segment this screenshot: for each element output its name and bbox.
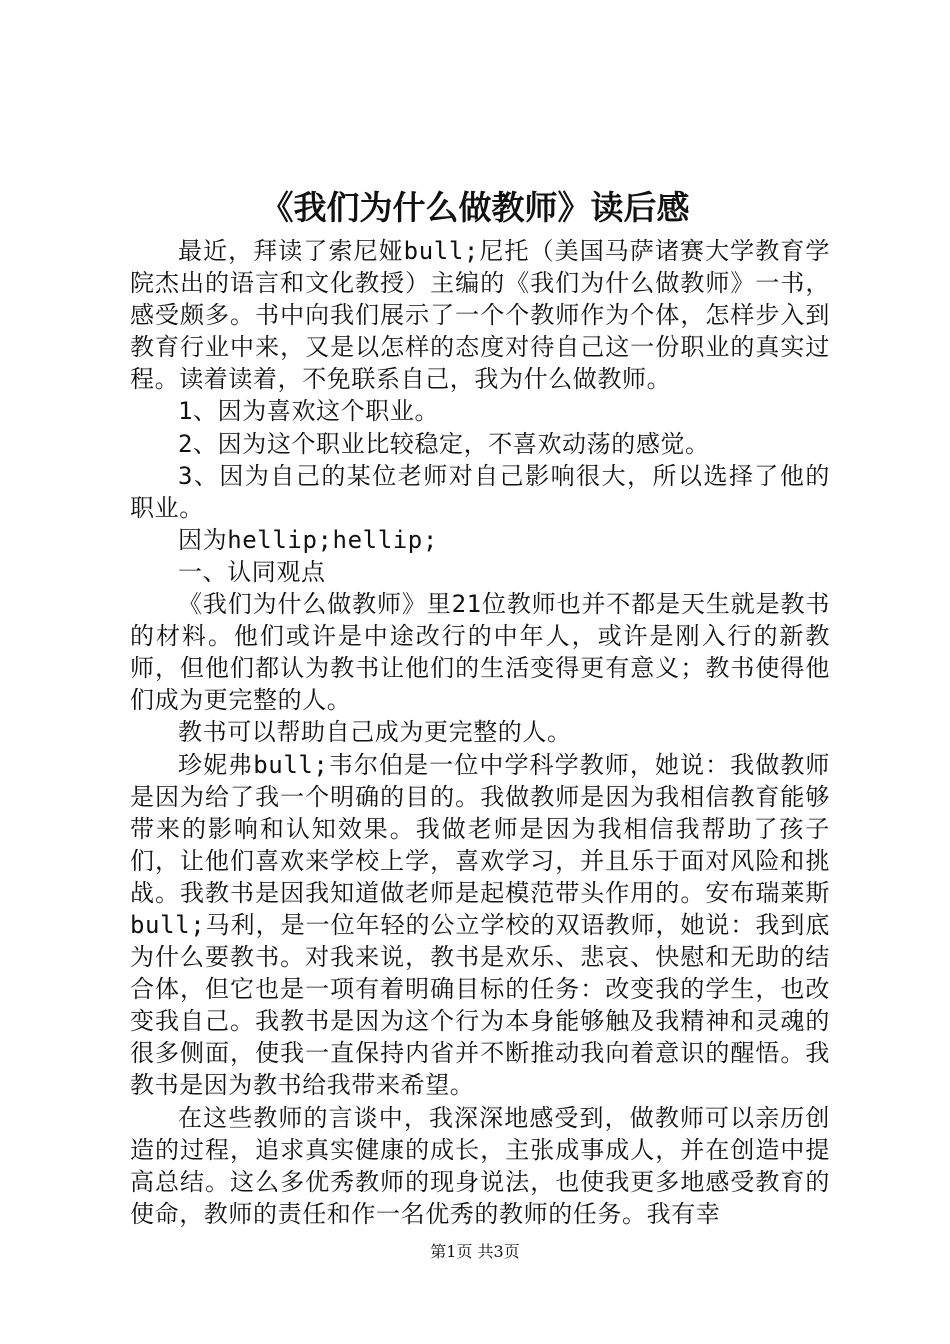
paragraph-because: 因为hellip;hellip; xyxy=(178,525,438,554)
list-item-reason-2: 2、因为这个职业比较稳定，不喜欢动荡的感觉。 xyxy=(178,429,710,458)
document-body xyxy=(130,235,830,1230)
document-title: 《我们为什么做教师》读后感 xyxy=(260,188,690,227)
list-item-reason-3: 3、因为自己的某位老师对自己影响很大，所以选择了他的职业。 xyxy=(130,461,830,522)
page-number-footer: 第1页 共3页 xyxy=(430,1242,520,1261)
section-heading-agree: 一、认同观点 xyxy=(178,557,326,586)
paragraph-reflection: 在这些教师的言谈中，我深深地感受到，做教师可以亲历创造的过程，追求真实健康的成长，主张成事成人，并在创造中提高总结。这么多优秀教师的现身说法，也使我更多地感受教育的使命，教师的责任和作一名优秀的教师的任务。我有幸 xyxy=(130,1103,830,1228)
paragraph-complete-person: 教书可以帮助自己成为更完整的人。 xyxy=(178,718,572,747)
paragraph-intro: 最近，拜读了索尼娅bull;尼托（美国马萨诸赛大学教育学院杰出的语言和文化教授）主编的《我们为什么做教师》一书，感受颇多。书中向我们展示了一个个教师作为个体，怎样步入到教育行业中来，又是以怎样的态度对待自己这一份职业的真实过程。读着读着，不免联系自己，我为什么做教师。 xyxy=(130,237,830,394)
paragraph-teacher-quotes: 珍妮弗bull;韦尔伯是一位中学科学教师，她说：我做教师是因为给了我一个明确的目的。我做教师是因为我相信教育能够带来的影响和认知效果。我做老师是因为我相信我帮助了孩子们，让他们喜欢来学校上学，喜欢学习，并且乐于面对风险和挑战。我教书是因我知道做老师是起模范带头作用的。安布瑞莱斯bull;马利，是一位年轻的公立学校的双语教师，她说：我到底为什么要教书。对我来说，教书是欢乐、悲哀、快慰和无助的结合体，但它也是一项有着明确目标的任务：改变我的学生，也改变我自己。我教书是因为这个行为本身能够触及我精神和灵魂的很多侧面，使我一直保持内省并不断推动我向着意识的醒悟。我教书是因为教书给我带来希望。 xyxy=(130,750,830,1100)
list-item-reason-1: 1、因为喜欢这个职业。 xyxy=(178,397,440,426)
paragraph-book-teachers: 《我们为什么做教师》里21位教师也并不都是天生就是教书的材料。他们或许是中途改行的中年人，或许是刚入行的新教师，但他们都认为教书让他们的生活变得更有意义；教书使得他们成为更完整的人。 xyxy=(130,590,830,715)
